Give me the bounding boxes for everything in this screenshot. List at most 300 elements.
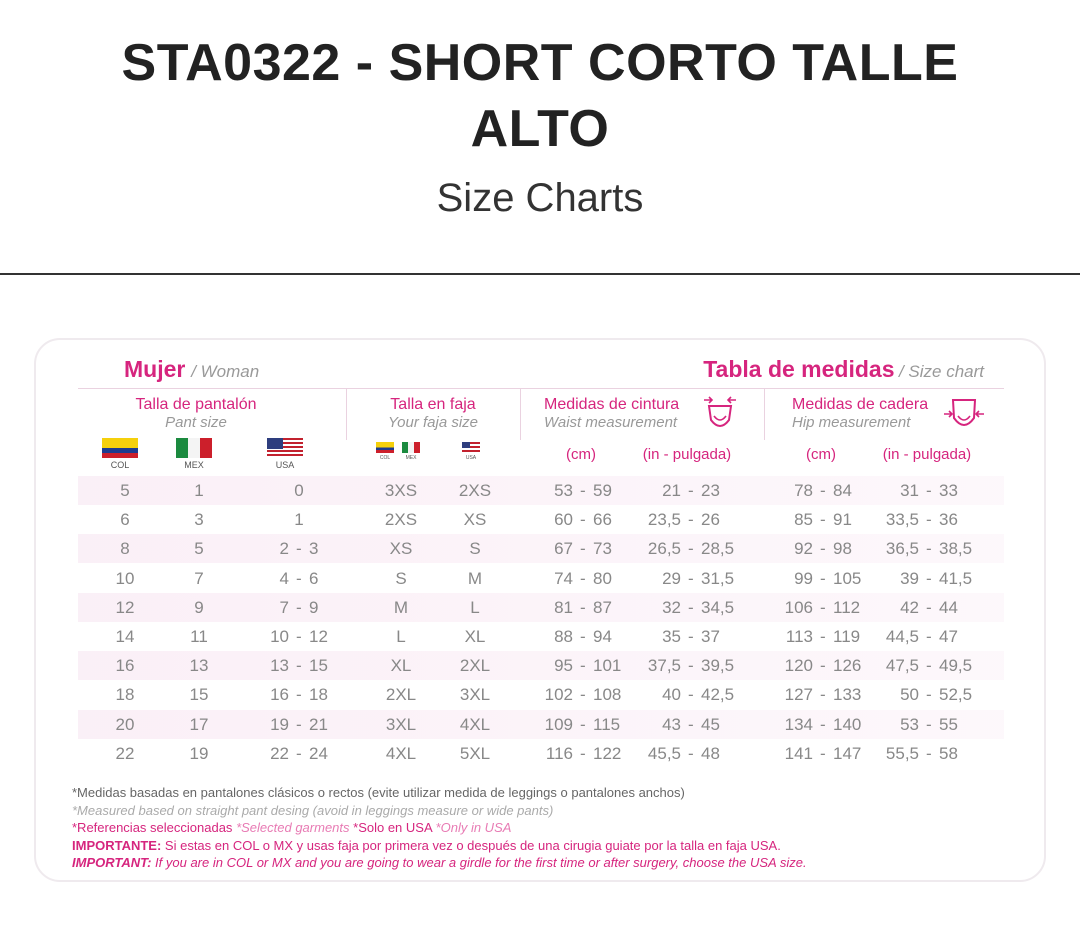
faja-colmx: M bbox=[393, 597, 409, 617]
heading-divider bbox=[78, 388, 1004, 389]
range-dash: - bbox=[688, 743, 694, 763]
range-dash: - bbox=[926, 627, 932, 646]
size-col: 18 bbox=[115, 685, 135, 705]
range-dash: - bbox=[926, 685, 932, 705]
range-dash: - bbox=[688, 568, 694, 588]
note-usa-only-en: *Only in USA bbox=[435, 820, 512, 835]
range-dash: - bbox=[580, 743, 586, 763]
range-to: 126 bbox=[833, 656, 862, 676]
waist-cm bbox=[538, 739, 628, 768]
range-dash: - bbox=[926, 743, 932, 763]
hip-cm-unit: (cm) bbox=[806, 446, 836, 463]
range-to: 42,5 bbox=[701, 685, 735, 705]
important-label: IMPORTANT: bbox=[72, 855, 152, 870]
waist-in bbox=[636, 680, 746, 709]
size-usa bbox=[254, 710, 344, 739]
waist-cm bbox=[538, 534, 628, 563]
range-dash: - bbox=[820, 597, 826, 617]
mujer-heading bbox=[124, 356, 259, 383]
column-divider bbox=[764, 388, 765, 440]
size-mex: 7 bbox=[194, 568, 204, 588]
range-to: 94 bbox=[593, 627, 612, 646]
range-from: 23,5 bbox=[647, 510, 681, 530]
hip-in bbox=[874, 534, 984, 563]
faja-colmx: 3XS bbox=[384, 481, 418, 500]
range-from: 141 bbox=[784, 743, 813, 763]
range-from: 88 bbox=[554, 627, 573, 646]
size-mex: 15 bbox=[189, 685, 209, 705]
range-from: 19 bbox=[270, 714, 289, 734]
range-dash: - bbox=[820, 685, 826, 705]
range-from: 13 bbox=[270, 656, 289, 676]
waist-cm bbox=[538, 476, 628, 505]
note-important bbox=[72, 854, 1012, 872]
range-from: 10 bbox=[270, 627, 289, 646]
range-dash: - bbox=[688, 714, 694, 734]
hip-cm bbox=[778, 710, 868, 739]
important-text: If you are in COL or MX and you are going to wear a girdle for the first time or after surgery, choose the USA size. bbox=[151, 855, 807, 870]
range-dash: - bbox=[580, 656, 586, 676]
range-dash: - bbox=[820, 510, 826, 530]
faja-colmx: 2XS bbox=[384, 510, 418, 530]
waist-in bbox=[636, 593, 746, 622]
pant-size-en: Pant size bbox=[165, 414, 227, 431]
range-to: 6 bbox=[309, 568, 319, 588]
range-to: 47 bbox=[939, 627, 958, 646]
woman-label: / Woman bbox=[191, 362, 260, 381]
faja-size-en: Your faja size bbox=[387, 414, 479, 431]
range-from: 102 bbox=[544, 685, 573, 705]
faja-colmx: 4XL bbox=[385, 743, 417, 763]
mexico-flag-icon bbox=[176, 438, 212, 458]
hip-in bbox=[874, 622, 984, 651]
size-mex: 3 bbox=[194, 510, 204, 530]
size-usa bbox=[254, 534, 344, 563]
size-mex: 9 bbox=[194, 597, 204, 617]
range-from: 78 bbox=[794, 481, 813, 500]
range-dash: - bbox=[926, 510, 932, 530]
header-divider bbox=[0, 273, 1080, 275]
size-col: 22 bbox=[115, 743, 135, 763]
range-to: 91 bbox=[833, 510, 852, 530]
range-dash: - bbox=[296, 714, 302, 734]
note-measures-es: *Medidas basadas en pantalones clásicos o rectos (evite utilizar medida de leggings o pantalones anchos) bbox=[72, 785, 685, 800]
hip-in bbox=[874, 476, 984, 505]
range-to: 34,5 bbox=[701, 597, 735, 617]
note-references bbox=[72, 819, 1012, 837]
range-dash: - bbox=[926, 481, 932, 500]
range-dash: - bbox=[296, 627, 302, 646]
table-row bbox=[78, 564, 1004, 593]
size-usa: 0 bbox=[294, 481, 304, 500]
size-chart-label: / Size chart bbox=[898, 362, 984, 381]
faja-usa: XL bbox=[464, 627, 486, 646]
size-col: 14 bbox=[115, 627, 135, 646]
hip-cm bbox=[778, 651, 868, 680]
waist-in bbox=[636, 710, 746, 739]
range-to: 98 bbox=[833, 539, 852, 559]
range-from: 127 bbox=[784, 685, 813, 705]
waist-cm bbox=[538, 593, 628, 622]
range-to: 108 bbox=[593, 685, 622, 705]
mex-label: MEX bbox=[184, 460, 204, 470]
importante-text: Si estas en COL o MX y usas faja por primera vez o después de una cirugia guiate por la talla en faja USA. bbox=[161, 837, 781, 853]
hip-cm bbox=[778, 593, 868, 622]
range-from: 113 bbox=[785, 627, 813, 646]
range-from: 50 bbox=[900, 685, 919, 705]
hip-in bbox=[874, 680, 984, 709]
range-dash: - bbox=[820, 481, 826, 500]
hip-in bbox=[874, 651, 984, 680]
faja-usa: M bbox=[467, 568, 483, 588]
range-dash: - bbox=[296, 743, 302, 763]
faja-size-header bbox=[358, 396, 508, 432]
importante-label: IMPORTANTE: bbox=[72, 837, 162, 853]
range-to: 9 bbox=[309, 597, 319, 617]
hip-cm bbox=[778, 564, 868, 593]
hip-en: Hip measurement bbox=[792, 414, 911, 431]
column-divider bbox=[520, 388, 521, 440]
size-col: 10 bbox=[115, 568, 135, 588]
range-dash: - bbox=[688, 656, 694, 676]
range-dash: - bbox=[580, 568, 586, 588]
range-to: 21 bbox=[309, 714, 328, 734]
size-mex: 11 bbox=[190, 627, 208, 646]
hip-in bbox=[874, 505, 984, 534]
tabla-heading bbox=[703, 356, 984, 383]
range-to: 41,5 bbox=[939, 568, 973, 588]
faja-usa: 5XL bbox=[459, 743, 491, 763]
range-to: 37 bbox=[701, 627, 720, 646]
faja-usa: 3XL bbox=[459, 685, 491, 705]
range-from: 134 bbox=[784, 714, 813, 734]
faja-usa: 4XL bbox=[459, 714, 491, 734]
col-label: COL bbox=[379, 455, 391, 461]
range-to: 59 bbox=[593, 481, 612, 500]
range-from: 2 bbox=[279, 539, 289, 559]
size-col: 12 bbox=[115, 597, 135, 617]
waist-es: Medidas de cintura bbox=[544, 396, 680, 413]
size-usa bbox=[254, 680, 344, 709]
range-dash: - bbox=[688, 539, 694, 559]
range-to: 45 bbox=[701, 714, 720, 734]
range-dash: - bbox=[580, 627, 586, 646]
waist-in bbox=[636, 651, 746, 680]
range-to: 115 bbox=[593, 714, 621, 734]
range-to: 140 bbox=[833, 714, 862, 734]
range-from: 16 bbox=[270, 685, 289, 705]
table-row bbox=[78, 710, 1004, 739]
size-mex: 19 bbox=[189, 743, 209, 763]
size-mex: 13 bbox=[189, 656, 209, 676]
faja-usa: S bbox=[469, 539, 481, 559]
range-from: 39 bbox=[900, 568, 919, 588]
size-col: 5 bbox=[120, 481, 130, 500]
colombia-flag-icon bbox=[376, 442, 394, 453]
range-to: 15 bbox=[309, 656, 328, 676]
hip-cm bbox=[778, 476, 868, 505]
range-from: 106 bbox=[784, 597, 813, 617]
range-from: 7 bbox=[279, 597, 289, 617]
mex-label: MEX bbox=[405, 455, 417, 461]
range-from: 4 bbox=[279, 568, 289, 588]
usa-label: USA bbox=[465, 455, 477, 461]
faja-colmx: XL bbox=[390, 656, 412, 676]
waist-cm bbox=[538, 710, 628, 739]
mexico-flag-icon bbox=[402, 442, 420, 453]
table-row bbox=[78, 622, 1004, 651]
range-dash: - bbox=[820, 656, 826, 676]
waist-cm bbox=[538, 505, 628, 534]
range-dash: - bbox=[580, 685, 586, 705]
range-from: 32 bbox=[662, 597, 681, 617]
range-from: 55,5 bbox=[885, 743, 919, 763]
range-to: 31,5 bbox=[701, 568, 735, 588]
range-from: 40 bbox=[662, 685, 681, 705]
size-chart-card bbox=[34, 338, 1046, 882]
waist-header bbox=[544, 396, 716, 432]
range-from: 81 bbox=[554, 597, 573, 617]
range-dash: - bbox=[926, 539, 932, 559]
hip-in-unit: (in - pulgada) bbox=[882, 446, 972, 463]
hip-header bbox=[792, 396, 942, 432]
range-to: 133 bbox=[833, 685, 862, 705]
waist-in bbox=[636, 476, 746, 505]
range-to: 48 bbox=[701, 743, 720, 763]
waist-cm bbox=[538, 622, 628, 651]
colombia-flag-icon bbox=[102, 438, 138, 458]
waist-in bbox=[636, 622, 746, 651]
hip-cm bbox=[778, 680, 868, 709]
range-to: 23 bbox=[701, 481, 720, 500]
range-dash: - bbox=[580, 481, 586, 500]
waist-cm bbox=[538, 680, 628, 709]
range-from: 53 bbox=[900, 714, 919, 734]
pant-size-header bbox=[96, 396, 296, 432]
range-from: 37,5 bbox=[647, 656, 681, 676]
range-to: 87 bbox=[593, 597, 612, 617]
range-from: 31 bbox=[900, 481, 919, 500]
note-references-es: *Referencias seleccionadas bbox=[72, 820, 233, 835]
waist-in bbox=[636, 534, 746, 563]
size-usa bbox=[254, 593, 344, 622]
pant-size-es: Talla de pantalón bbox=[135, 396, 257, 413]
table-row bbox=[78, 593, 1004, 622]
range-from: 109 bbox=[544, 714, 573, 734]
range-dash: - bbox=[820, 743, 826, 763]
hip-cm bbox=[778, 534, 868, 563]
range-dash: - bbox=[820, 568, 826, 588]
range-dash: - bbox=[688, 597, 694, 617]
range-from: 85 bbox=[794, 510, 813, 530]
range-to: 112 bbox=[833, 597, 861, 617]
range-from: 53 bbox=[554, 481, 573, 500]
faja-colmx: 2XL bbox=[385, 685, 417, 705]
range-to: 36 bbox=[939, 510, 958, 530]
range-dash: - bbox=[580, 597, 586, 617]
waist-in-unit: (in - pulgada) bbox=[642, 446, 732, 463]
usa-flag-icon bbox=[267, 438, 303, 458]
column-divider bbox=[346, 388, 347, 440]
range-to: 105 bbox=[833, 568, 862, 588]
range-dash: - bbox=[580, 510, 586, 530]
range-to: 73 bbox=[593, 539, 612, 559]
range-from: 60 bbox=[554, 510, 573, 530]
table-row bbox=[78, 534, 1004, 563]
range-dash: - bbox=[926, 568, 932, 588]
range-dash: - bbox=[580, 539, 586, 559]
range-dash: - bbox=[926, 714, 932, 734]
range-dash: - bbox=[688, 685, 694, 705]
hip-in bbox=[874, 564, 984, 593]
page-subtitle: Size Charts bbox=[436, 176, 644, 220]
range-dash: - bbox=[820, 627, 826, 646]
waist-in bbox=[636, 505, 746, 534]
range-to: 28,5 bbox=[701, 539, 735, 559]
hip-in bbox=[874, 710, 984, 739]
size-usa: 1 bbox=[294, 510, 304, 530]
col-label: COL bbox=[110, 460, 130, 470]
hip-cm bbox=[778, 505, 868, 534]
size-mex: 17 bbox=[189, 714, 209, 734]
range-to: 101 bbox=[593, 656, 622, 676]
size-usa bbox=[254, 564, 344, 593]
range-dash: - bbox=[926, 656, 932, 676]
size-usa bbox=[254, 622, 344, 651]
table-row bbox=[78, 680, 1004, 709]
size-usa bbox=[254, 651, 344, 680]
range-to: 122 bbox=[593, 743, 622, 763]
range-to: 119 bbox=[833, 627, 861, 646]
range-from: 42 bbox=[900, 597, 919, 617]
size-col: 20 bbox=[115, 714, 135, 734]
range-to: 18 bbox=[309, 685, 328, 705]
faja-usa: L bbox=[470, 597, 480, 617]
note-references-en: *Selected garments bbox=[236, 820, 350, 835]
hip-es: Medidas de cadera bbox=[792, 396, 929, 413]
range-from: 116 bbox=[545, 743, 573, 763]
range-dash: - bbox=[580, 714, 586, 734]
table-row bbox=[78, 739, 1004, 768]
range-from: 95 bbox=[554, 656, 573, 676]
range-from: 36,5 bbox=[885, 539, 919, 559]
range-from: 120 bbox=[784, 656, 813, 676]
note-measures-en: *Measured based on straight pant desing (avoid in leggings measure or wide pants) bbox=[72, 802, 554, 818]
hip-measure-icon bbox=[942, 394, 986, 434]
hip-cm bbox=[778, 622, 868, 651]
range-to: 3 bbox=[309, 539, 319, 559]
range-to: 80 bbox=[593, 568, 612, 588]
range-to: 44 bbox=[939, 597, 958, 617]
range-dash: - bbox=[296, 539, 302, 559]
range-from: 74 bbox=[554, 568, 573, 588]
size-mex: 1 bbox=[194, 481, 204, 500]
range-to: 55 bbox=[939, 714, 958, 734]
range-dash: - bbox=[688, 481, 694, 500]
faja-usa: 2XL bbox=[459, 656, 491, 676]
faja-size-es: Talla en faja bbox=[390, 396, 476, 413]
range-to: 52,5 bbox=[939, 685, 973, 705]
usa-label: USA bbox=[275, 460, 295, 470]
size-col: 16 bbox=[115, 656, 135, 676]
range-dash: - bbox=[820, 539, 826, 559]
range-from: 67 bbox=[554, 539, 573, 559]
waist-in bbox=[636, 564, 746, 593]
waist-in bbox=[636, 739, 746, 768]
range-dash: - bbox=[926, 597, 932, 617]
faja-colmx: L bbox=[396, 627, 406, 646]
hip-in bbox=[874, 593, 984, 622]
size-mex: 5 bbox=[194, 539, 204, 559]
table-row bbox=[78, 505, 1004, 534]
range-to: 66 bbox=[593, 510, 612, 530]
waist-cm-unit: (cm) bbox=[566, 446, 596, 463]
range-from: 47,5 bbox=[885, 656, 919, 676]
range-from: 92 bbox=[794, 539, 813, 559]
note-importante bbox=[72, 837, 1012, 855]
range-from: 33,5 bbox=[885, 510, 919, 530]
usa-flag-icon bbox=[462, 442, 480, 453]
footnotes bbox=[72, 784, 1012, 872]
hip-in bbox=[874, 739, 984, 768]
range-from: 26,5 bbox=[647, 539, 681, 559]
range-to: 39,5 bbox=[701, 656, 735, 676]
size-col: 6 bbox=[120, 510, 130, 530]
range-from: 22 bbox=[270, 743, 289, 763]
range-from: 29 bbox=[662, 568, 681, 588]
range-to: 58 bbox=[939, 743, 958, 763]
range-dash: - bbox=[688, 627, 694, 646]
range-dash: - bbox=[820, 714, 826, 734]
range-to: 12 bbox=[309, 627, 328, 646]
range-to: 84 bbox=[833, 481, 852, 500]
range-dash: - bbox=[296, 597, 302, 617]
range-from: 21 bbox=[662, 481, 681, 500]
waist-measure-icon bbox=[700, 394, 740, 434]
faja-colmx: 3XL bbox=[385, 714, 417, 734]
faja-colmx: S bbox=[395, 568, 407, 588]
note-usa-only-es: *Solo en USA bbox=[353, 820, 432, 835]
range-dash: - bbox=[296, 568, 302, 588]
range-to: 33 bbox=[939, 481, 958, 500]
size-col: 8 bbox=[120, 539, 130, 559]
range-from: 99 bbox=[794, 568, 813, 588]
range-from: 43 bbox=[662, 714, 681, 734]
range-to: 49,5 bbox=[939, 656, 973, 676]
page-title: STA0322 - SHORT CORTO TALLE ALTO bbox=[121, 34, 959, 158]
range-to: 147 bbox=[833, 743, 862, 763]
faja-usa: XS bbox=[463, 510, 487, 530]
range-to: 26 bbox=[701, 510, 720, 530]
range-from: 45,5 bbox=[647, 743, 681, 763]
waist-en: Waist measurement bbox=[544, 414, 678, 431]
faja-colmx: XS bbox=[389, 539, 413, 559]
waist-cm bbox=[538, 651, 628, 680]
table-row bbox=[78, 476, 1004, 505]
range-dash: - bbox=[296, 656, 302, 676]
waist-cm bbox=[538, 564, 628, 593]
table-row bbox=[78, 651, 1004, 680]
range-to: 24 bbox=[309, 743, 328, 763]
mujer-label: Mujer bbox=[124, 356, 186, 382]
range-from: 35 bbox=[662, 627, 681, 646]
faja-usa: 2XS bbox=[458, 481, 492, 500]
range-dash: - bbox=[296, 685, 302, 705]
range-dash: - bbox=[688, 510, 694, 530]
range-to: 38,5 bbox=[939, 539, 973, 559]
page-header bbox=[0, 0, 1080, 276]
size-usa bbox=[254, 739, 344, 768]
